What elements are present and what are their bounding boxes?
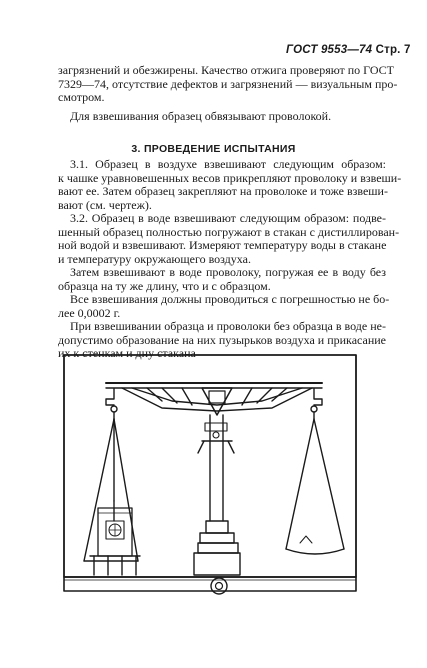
paragraph-wire-water: [58, 266, 386, 293]
text-line: 3.1. Образец в воздухе взвешивают следующим образом:: [70, 157, 386, 171]
balance-base: [64, 577, 356, 591]
balance-column: [194, 415, 240, 575]
right-pan: [286, 419, 344, 554]
page-header: [286, 44, 411, 56]
right-hanger: [311, 389, 322, 419]
text-line: ной водой и взвешивают. Измеряют температуру воды в стакане: [58, 238, 387, 253]
text-line: лее 0,0002 г.: [58, 305, 121, 320]
text-line: образца на ту же длину, что и с образцом.: [58, 278, 271, 293]
text-line: и температуру окружающего воздуха.: [58, 251, 251, 266]
text-line: смотром.: [58, 90, 105, 105]
beaker: [98, 501, 132, 556]
left-hanger: [106, 389, 117, 419]
paragraph-accuracy: [58, 292, 390, 320]
left-stand: [90, 556, 140, 575]
section-title: 3. ПРОВЕДЕНИЕ ИСПЫТАНИЯ: [131, 143, 296, 155]
text-line: допустимо образование на них пузырьков воздуха и прикасание: [58, 332, 386, 347]
text-line: При взвешивании образца и проволоки без образца в воде не-: [70, 319, 386, 333]
text-line: вают (см. чертеж).: [58, 197, 152, 212]
text-line: Затем взвешивают в воде проволоку, погружая ее в воду без: [70, 265, 386, 279]
text-line: шенный образец полностью погружают в стакан с дистиллирован-: [58, 224, 400, 239]
standard-number: ГОСТ 9553—74: [286, 44, 373, 56]
text-line: 7329—74, отсутствие дефектов и загрязнений — визуальным про-: [58, 76, 398, 91]
text-line: Все взвешивания должны проводиться с погрешностью не бо-: [70, 292, 390, 306]
text-line: к чашке уравновешенных весов прикрепляют проволоку и взвеши-: [58, 170, 402, 185]
wire-paragraph: [58, 110, 386, 124]
text-line: загрязнений и обезжирены. Качество отжига проверяют по ГОСТ: [58, 63, 394, 77]
left-pan-wires: [84, 419, 138, 561]
text-line: их к стенкам и дну стакана: [58, 346, 196, 361]
balance-beam: [106, 383, 322, 415]
text-line: вают ее. Затем образец закрепляют на проволоке и тоже взвеши-: [58, 184, 388, 199]
intro-paragraph: [58, 63, 398, 105]
paragraph-3-2: [58, 211, 400, 266]
paragraph-3-1: [58, 157, 402, 212]
balance-drawing: [62, 353, 362, 598]
text-line: 3.2. Образец в воде взвешивают следующим образом: подве-: [70, 211, 386, 225]
page-number: Стр. 7: [375, 44, 411, 56]
text-line: Для взвешивания образец обвязывают проволокой.: [70, 109, 332, 123]
